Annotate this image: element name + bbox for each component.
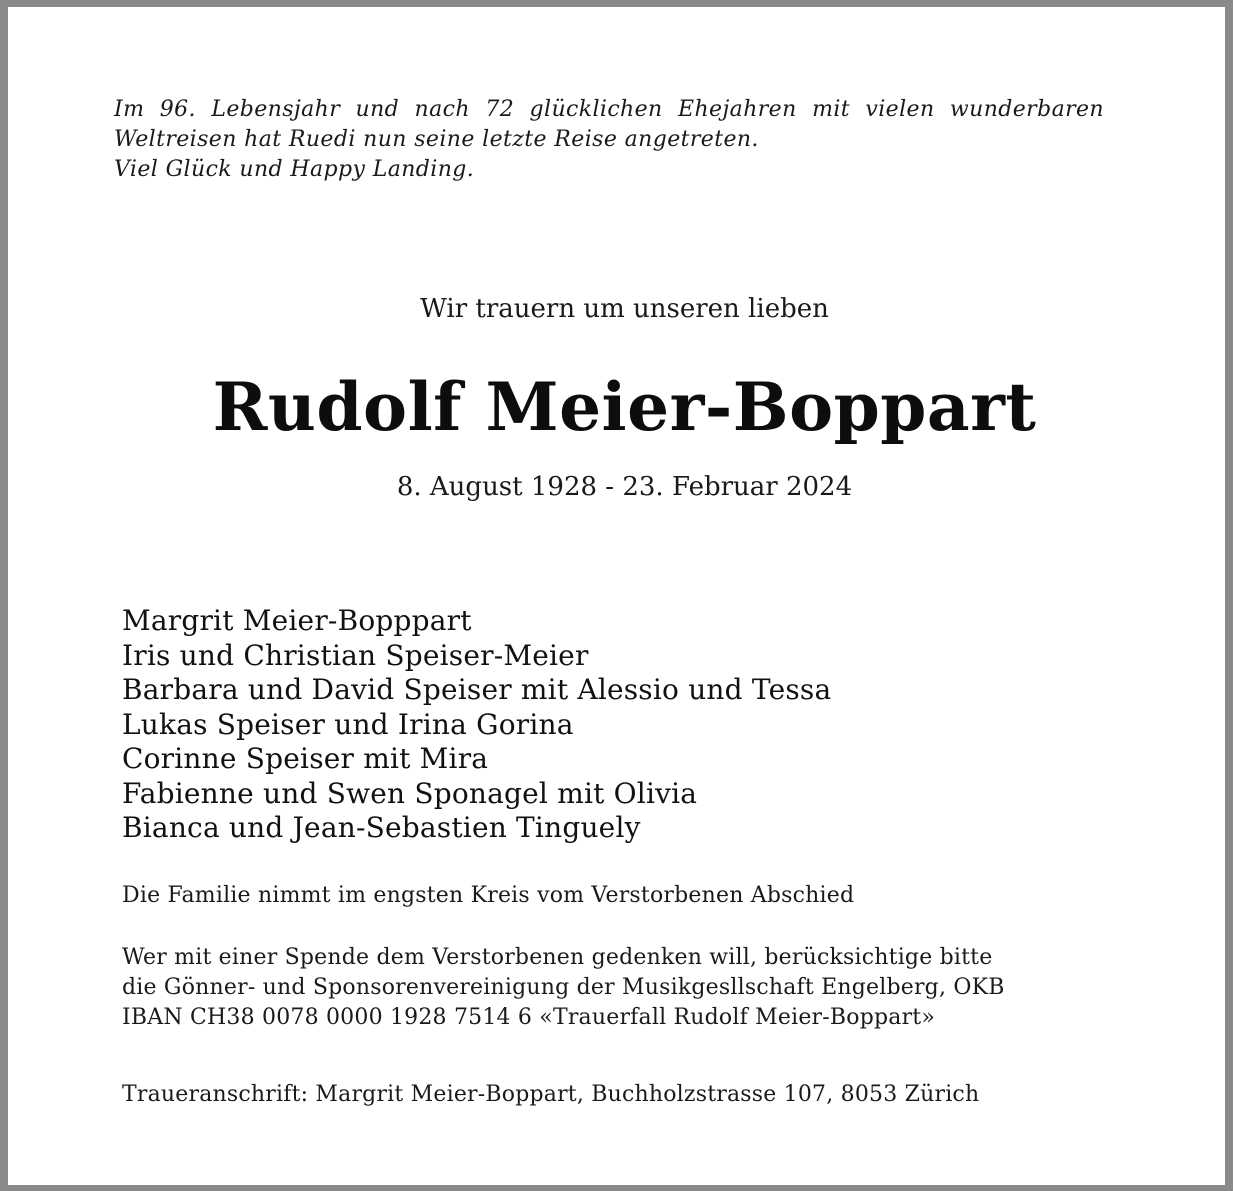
farewell-note: Die Familie nimmt im engsten Kreis vom Verstorbenen Abschied <box>122 883 855 908</box>
deceased-name: Rudolf Meier-Boppart <box>212 368 1037 446</box>
mourner-entry: Bianca und Jean-Sebastien Tinguely <box>122 811 641 844</box>
intro-text <box>114 95 1104 185</box>
intro-line: Viel Glück und Happy Landing. <box>114 157 475 182</box>
mourner-entry: Lukas Speiser und Irina Gorina <box>122 707 574 741</box>
mourner-entry: Barbara und David Speiser mit Alessio und Tessa <box>122 673 832 706</box>
donation-line: die Gönner- und Sponsorenvereinigung der Musikgesllschaft Engelberg, OKB <box>122 975 1005 1000</box>
intro-line: Im 96. Lebensjahr und nach 72 glücklichen Ehejahren mit vielen wunderbaren <box>114 97 1104 122</box>
mourning-address: Traueranschrift: Margrit Meier-Boppart, Buchholzstrasse 107, 8053 Zürich <box>122 1082 980 1107</box>
mourner-entry: Iris und Christian Speiser-Meier <box>122 638 589 672</box>
mourner-entry: Margrit Meier-Bopppart <box>122 604 472 637</box>
mourners-list <box>122 604 1122 846</box>
mourner-entry: Corinne Speiser mit Mira <box>122 742 489 775</box>
donation-line: IBAN CH38 0078 0000 1928 7514 6 «Trauerfall Rudolf Meier-Boppart» <box>122 1005 936 1030</box>
announcement: Wir trauern um unseren lieben <box>420 294 829 324</box>
donation-note <box>122 943 1132 1033</box>
life-dates: 8. August 1928 - 23. Februar 2024 <box>396 472 853 502</box>
intro-line: Weltreisen hat Ruedi nun seine letzte Reise angetreten. <box>114 127 759 152</box>
mourner-entry: Fabienne und Swen Sponagel mit Olivia <box>122 776 698 810</box>
donation-line: Wer mit einer Spende dem Verstorbenen gedenken will, berücksichtige bitte <box>122 945 993 970</box>
